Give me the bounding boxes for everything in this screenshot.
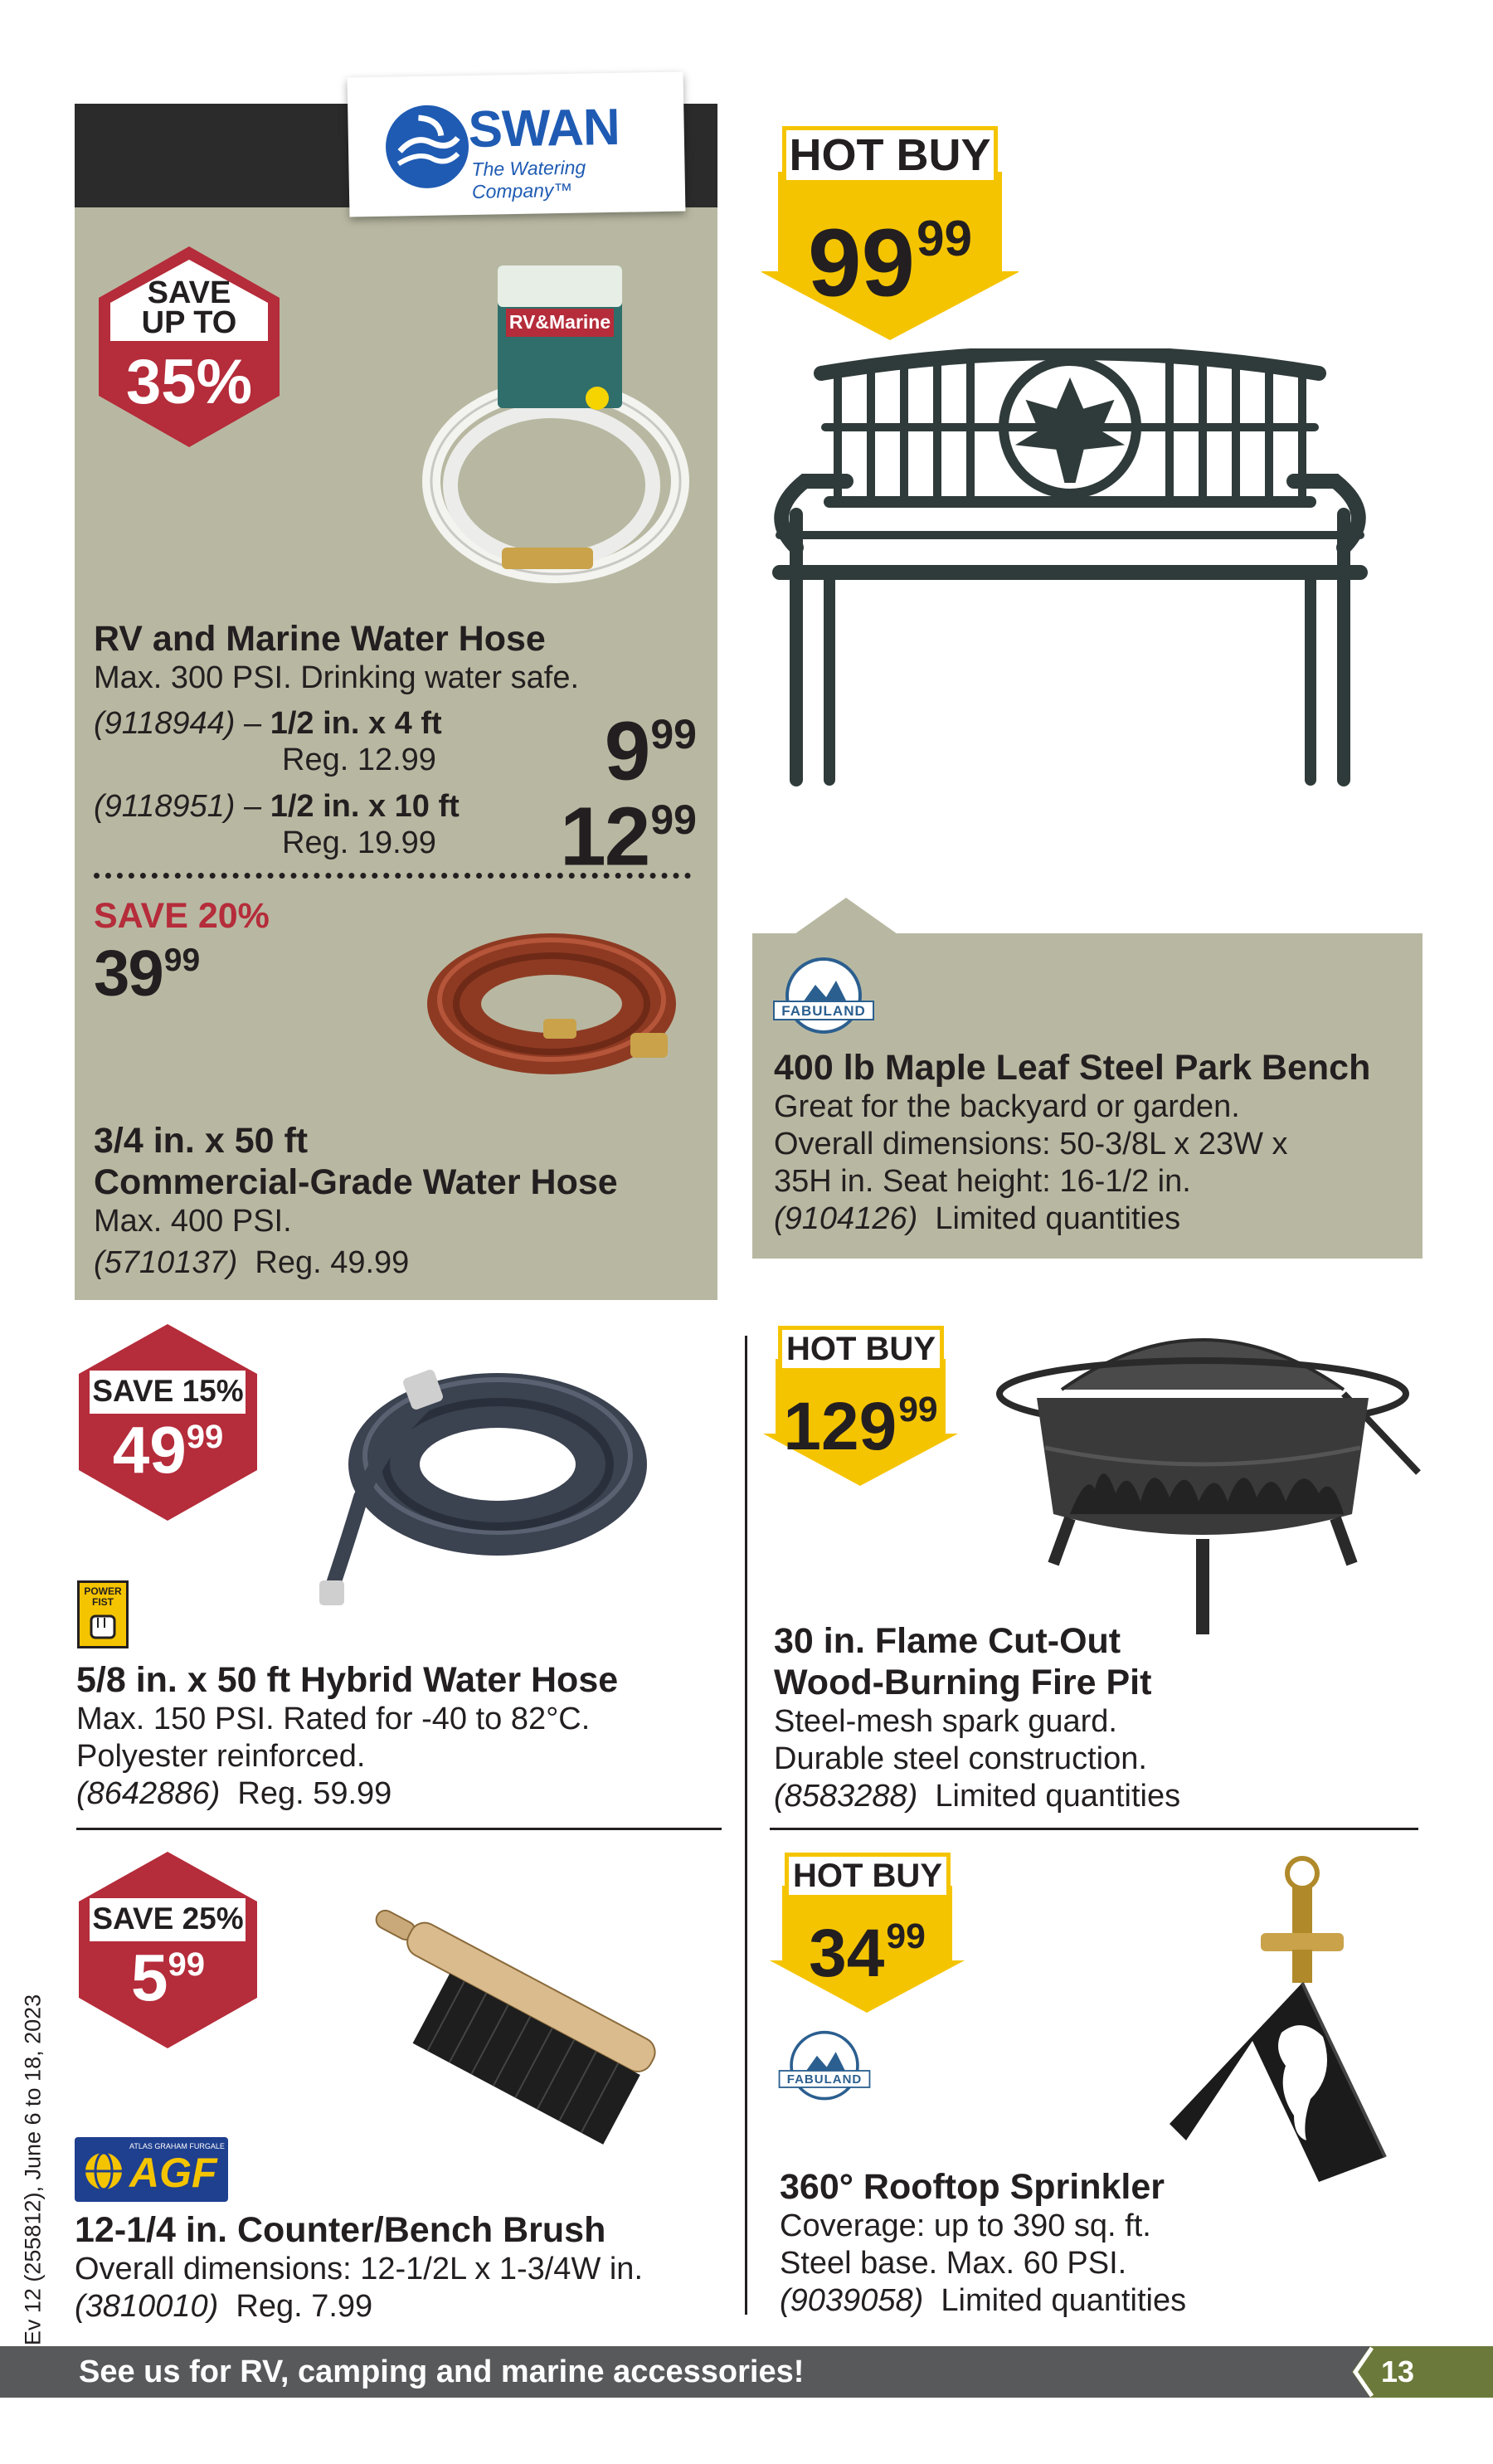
fire-pit-title-1: 30 in. Flame Cut-Out xyxy=(774,1621,1121,1661)
right-divider xyxy=(770,1828,1418,1830)
bench-sku-line xyxy=(774,1200,1180,1238)
save-percent: 35% xyxy=(125,347,253,417)
bench-panel-notch xyxy=(792,898,900,936)
hot-buy-fire-pit xyxy=(763,1326,958,1488)
fist-icon xyxy=(80,1611,126,1644)
fabuland-label: FABULAND xyxy=(786,2072,863,2087)
hybrid-hose-desc-1: Max. 150 PSI. Rated for -40 to 82°C. xyxy=(76,1702,591,1736)
sprinkler-price: $34^{99}$ xyxy=(809,1916,926,1992)
sku: (9118951) xyxy=(94,789,236,824)
rv-hose-row-1 xyxy=(94,705,442,743)
rv-hose-row-1-reg: Reg. 12.99 xyxy=(282,743,436,777)
hybrid-hose-title: 5/8 in. x 50 ft Hybrid Water Hose xyxy=(76,1660,619,1700)
size: 1/2 in. x 4 ft xyxy=(270,706,442,741)
brush-title: 12-1/4 in. Counter/Bench Brush xyxy=(75,2210,606,2250)
hybrid-hose-sku-line xyxy=(76,1775,391,1813)
power-fist-label: POWER FIST xyxy=(84,1585,122,1608)
sprinkler-desc-2: Steel base. Max. 60 PSI. xyxy=(780,2246,1127,2281)
agf-small-label: ATLAS GRAHAM FURGALE xyxy=(129,2142,225,2150)
rv-hose-row-2-reg: Reg. 19.99 xyxy=(282,825,436,860)
sprinkler-title: 360° Rooftop Sprinkler xyxy=(780,2167,1165,2207)
brush-image xyxy=(303,1908,680,2157)
fire-pit-desc-1: Steel-mesh spark guard. xyxy=(774,1704,1117,1739)
dash: – xyxy=(244,789,262,824)
fire-pit-title-2: Wood-Burning Fire Pit xyxy=(774,1663,1152,1702)
bench-desc-3: 35H in. Seat height: 16-1/2 in. xyxy=(774,1164,1191,1199)
agf-label: AGF xyxy=(129,2150,217,2196)
page-number: 13 xyxy=(1381,2354,1415,2389)
save-up-to-label: SAVE UP TO xyxy=(141,275,237,340)
save-badge-hybrid-hose xyxy=(75,1321,261,1524)
commercial-hose-image xyxy=(419,921,693,1087)
commercial-hose-sku-line xyxy=(94,1244,409,1282)
sale-price: $49^{99}$ xyxy=(112,1413,224,1487)
fire-pit-desc-2: Durable steel construction. xyxy=(774,1741,1147,1776)
brush-desc: Overall dimensions: 12-1/2L x 1-3/4W in. xyxy=(75,2252,644,2286)
bench-image xyxy=(746,348,1393,801)
power-fist-logo xyxy=(77,1580,129,1648)
brush-sku-line xyxy=(75,2288,372,2325)
brand-name: SWAN xyxy=(468,98,620,159)
edition-side-note: Ev 12 (255812), June 6 to 18, 2023 xyxy=(20,1994,46,2346)
swan-logo-icon xyxy=(381,100,474,193)
fire-pit-sku-line xyxy=(774,1778,1180,1815)
hybrid-hose-image xyxy=(282,1348,664,1614)
mountain-logo-icon xyxy=(770,956,878,1047)
sku: (5710137) xyxy=(94,1245,238,1280)
commercial-hose-title-2: Commercial-Grade Water Hose xyxy=(94,1162,618,1202)
footer-text: See us for RV, camping and marine accessories! xyxy=(79,2354,805,2389)
sprinkler-sku-line xyxy=(780,2282,1186,2320)
globe-icon xyxy=(83,2150,124,2192)
sku: (8642886) xyxy=(76,1776,221,1811)
dotted-divider xyxy=(94,873,691,879)
brand-tagline: The Watering Company™ xyxy=(471,156,586,202)
size: 1/2 in. x 10 ft xyxy=(270,789,460,824)
save-label: SAVE 15% xyxy=(92,1374,244,1408)
sale-price: $5^{99}$ xyxy=(131,1941,205,2014)
hot-buy-label: HOT BUY xyxy=(778,1326,944,1372)
bench-desc-1: Great for the backyard or garden. xyxy=(774,1089,1240,1124)
commercial-hose-desc: Max. 400 PSI. xyxy=(94,1204,292,1239)
fabuland-logo-bench xyxy=(770,956,878,1047)
rv-hose-row-2 xyxy=(94,788,460,825)
hot-buy-label: HOT BUY xyxy=(782,126,998,184)
fabuland-logo-sprinkler xyxy=(776,2029,873,2112)
hot-buy-label: HOT BUY xyxy=(785,1853,951,1899)
dash: – xyxy=(244,706,262,741)
package-label: RV&Marine xyxy=(508,311,611,333)
rv-hose-desc: Max. 300 PSI. Drinking water safe. xyxy=(94,660,580,695)
limited-note: Limited quantities xyxy=(935,1779,1181,1814)
swan-logo-card xyxy=(348,71,686,217)
agf-logo xyxy=(75,2137,228,2202)
sprinkler-image xyxy=(1136,1850,1402,2190)
bench-desc-2: Overall dimensions: 50-3/8L x 23W x xyxy=(774,1127,1288,1161)
rv-hose-row-2-price: $12^{99}$ xyxy=(560,790,697,884)
fabuland-label: FABULAND xyxy=(781,1003,866,1019)
bench-price: $99^{99}$ xyxy=(807,208,973,317)
left-divider xyxy=(76,1828,722,1830)
commercial-hose-title-1: 3/4 in. x 50 ft xyxy=(94,1121,309,1161)
fire-pit-price: $129^{99}$ xyxy=(783,1389,938,1465)
vertical-divider xyxy=(745,1336,747,2315)
sku: (8583288) xyxy=(774,1779,918,1814)
rv-hose-title: RV and Marine Water Hose xyxy=(94,619,546,659)
hot-buy-bench xyxy=(761,126,1019,342)
fire-pit-image xyxy=(979,1315,1427,1639)
sku: (9104126) xyxy=(774,1201,918,1236)
mountain-logo-icon xyxy=(776,2029,873,2112)
sku: (9039058) xyxy=(780,2283,924,2318)
commercial-hose-save: SAVE 20% xyxy=(94,896,270,936)
sprinkler-desc-1: Coverage: up to 390 sq. ft. xyxy=(780,2208,1151,2243)
bench-title: 400 lb Maple Leaf Steel Park Bench xyxy=(774,1048,1371,1088)
save-badge-rv-hose xyxy=(94,243,284,450)
limited-note: Limited quantities xyxy=(941,2283,1187,2318)
hybrid-hose-desc-2: Polyester reinforced. xyxy=(76,1739,366,1774)
reg-price: Reg. 7.99 xyxy=(236,2289,373,2324)
save-badge-brush xyxy=(75,1848,261,2052)
sku: (3810010) xyxy=(75,2289,219,2324)
hot-buy-sprinkler xyxy=(770,1853,965,2014)
save-label: SAVE 25% xyxy=(92,1902,244,1936)
commercial-hose-price: $39^{99}$ xyxy=(94,936,201,1010)
rv-hose-image xyxy=(419,265,693,597)
reg-price: Reg. 49.99 xyxy=(255,1245,410,1280)
rv-hose-row-1-price: $9^{99}$ xyxy=(604,704,697,798)
sku: (9118944) xyxy=(94,706,236,741)
limited-note: Limited quantities xyxy=(935,1201,1181,1236)
reg-price: Reg. 59.99 xyxy=(237,1776,392,1811)
